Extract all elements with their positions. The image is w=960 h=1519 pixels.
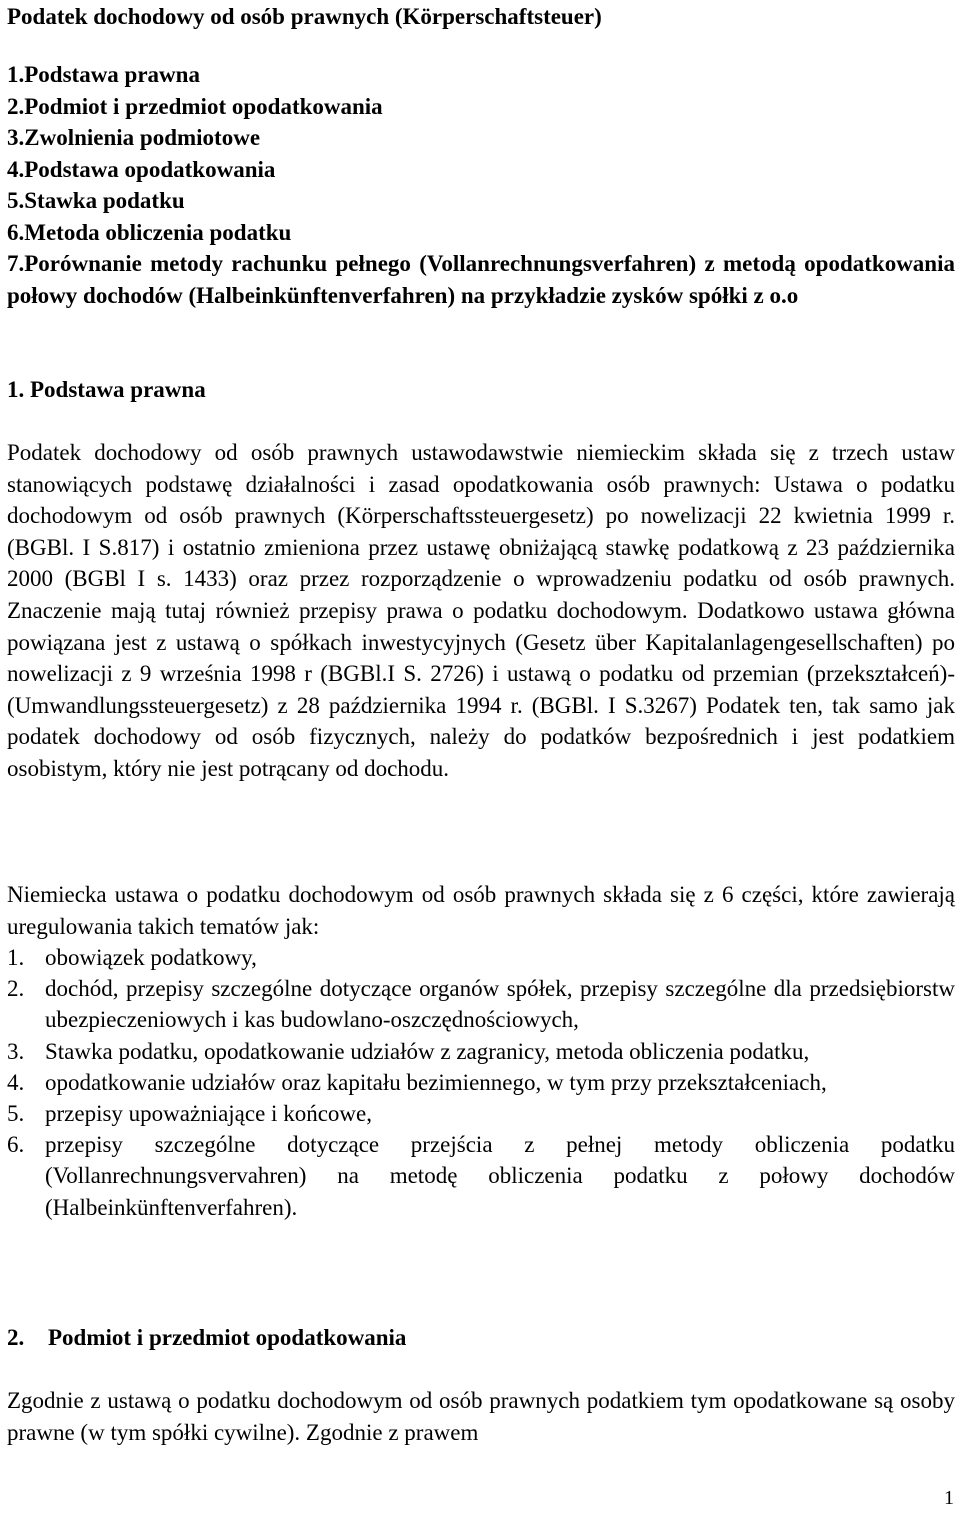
- list-item-text: obowiązek podatkowy,: [45, 945, 257, 970]
- toc-item: 5.Stawka podatku: [7, 188, 185, 213]
- list-item-number: 2.: [7, 976, 25, 1002]
- table-of-contents: [7, 59, 955, 311]
- toc-item: 3.Zwolnienia podmiotowe: [7, 125, 261, 150]
- document-title: Podatek dochodowy od osób prawnych (Körperschaftsteuer): [7, 4, 602, 29]
- list-item: [7, 1129, 955, 1223]
- list-item-text: Stawka podatku, opodatkowanie udziałów z zagranicy, metoda obliczenia podatku,: [45, 1038, 810, 1064]
- list-item: [7, 1067, 955, 1098]
- list-item-number: 3.: [7, 1038, 25, 1064]
- toc-item: 6.Metoda obliczenia podatku: [7, 219, 292, 245]
- list-item-text: dochód, przepisy szczególne dotyczące organów spółek, przepisy szczególne dla przedsiębiorstw ubezpieczeniowych i kas budowlano-oszczędnościowych,: [45, 976, 955, 1033]
- list-item-text: opodatkowanie udziałów oraz kapitału bezimiennego, w tym przy przekształceniach,: [45, 1069, 827, 1095]
- section-paragraph: Podatek dochodowy od osób prawnych ustawodawstwie niemieckim składa się z trzech ustaw stanowiących podstawę działalności i zasad opodatkowania osób prawnych: Ustawa o podatku dochodowym od osób prawnych (Körperschaftssteuergesetz) po nowelizacji 22 kwietnia 1999 r. (BGBl. I S.817) i ostatnio zmieniona przez ustawę obniżającą stawkę podatkową z 23 października 2000 (BGBl I s. 1433) oraz przez rozporządzenie o wprowadzeniu podatku od osób prawnych. Znaczenie mają tutaj również przepisy prawa o podatku dochodowym. Dodatkowo ustawa główna powiązana jest z ustawą o spółkach inwestycyjnych (Gesetz über Kapitalanlagengesellschaften) po nowelizacji z 9 września 1998 r (BGBl.I S. 2726) i ustawą o podatku od przemian (przekształceń)-(Umwandlungssteuergesetz) z 28 października 1994 r. (BGBl. I S.3267) Podatek ten, tak samo jak podatek dochodowy od osób fizycznych, należy do podatków bezpośrednich i jest podatkiem osobistym, który nie jest potrącany od dochodu.: [7, 440, 955, 781]
- list-item-text: przepisy szczególne dotyczące przejścia z pełnej metody obliczenia podatku (Vollanrechnungsvervahren) na metodę obliczenia podatku z połowy dochodów (Halbeinkünftenverfahren).: [45, 1132, 955, 1220]
- list-item-text: przepisy upoważniające i końcowe,: [45, 1101, 372, 1127]
- section-heading: 1. Podstawa prawna: [7, 377, 206, 402]
- list-item-number: 4.: [7, 1069, 25, 1095]
- list-item: [7, 942, 955, 973]
- list-item-number: 6.: [7, 1132, 25, 1158]
- list-item-number: 5.: [7, 1101, 25, 1127]
- section-heading: [7, 1322, 406, 1353]
- list-item-number: 1.: [7, 945, 25, 970]
- list-item: [7, 1098, 955, 1129]
- page-number: 1: [944, 1487, 954, 1509]
- toc-item: 4.Podstawa opodatkowania: [7, 156, 276, 182]
- law-parts-list: [7, 942, 955, 1223]
- section-number: 2.: [7, 1325, 25, 1350]
- section-paragraph: Niemiecka ustawa o podatku dochodowym od osób prawnych składa się z 6 części, które zawierają uregulowania takich tematów jak:: [7, 882, 955, 939]
- toc-item: 1.Podstawa prawna: [7, 62, 200, 87]
- list-item: [7, 1036, 955, 1067]
- toc-item: 7.Porównanie metody rachunku pełnego (Vollanrechnungsverfahren) z metodą opodatkowania połowy dochodów (Halbeinkünftenverfahren) na przykładzie zysków spółki z o.o: [7, 251, 955, 308]
- list-item: [7, 973, 955, 1035]
- toc-item: 2.Podmiot i przedmiot opodatkowania: [7, 93, 383, 119]
- section-paragraph: Zgodnie z ustawą o podatku dochodowym od osób prawnych podatkiem tym opodatkowane są osoby prawne (w tym spółki cywilne). Zgodnie z prawem: [7, 1388, 955, 1445]
- document-page: [7, 0, 955, 1445]
- section-title: Podmiot i przedmiot opodatkowania: [48, 1325, 407, 1350]
